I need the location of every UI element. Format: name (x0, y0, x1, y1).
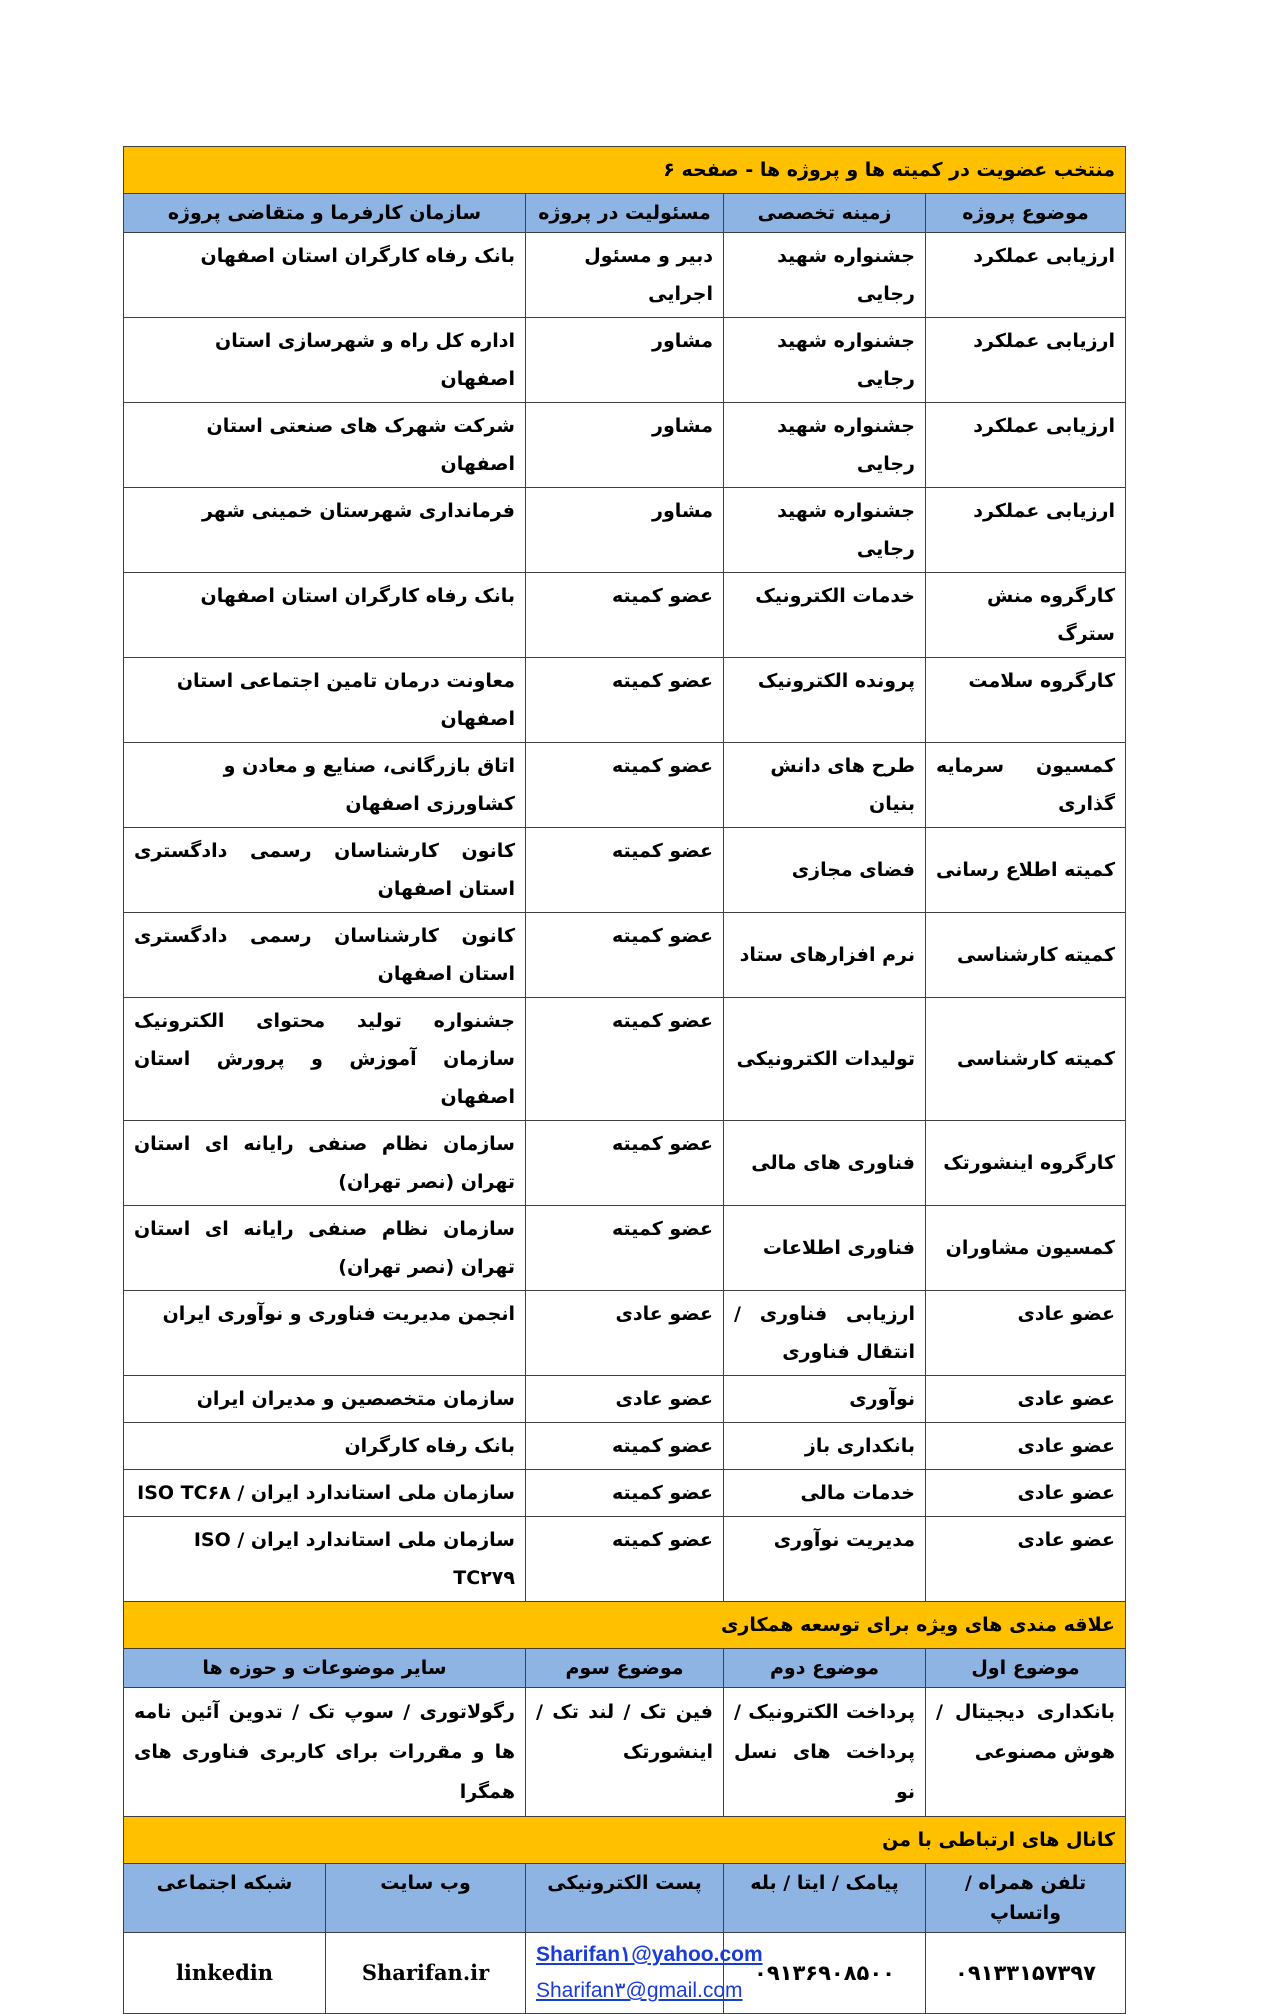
row-role: عضو کمیته (526, 1423, 724, 1470)
row-role: عضو کمیته (526, 1517, 724, 1602)
row-field: تولیدات الکترونیکی (724, 998, 926, 1121)
interest-header-cell: موضوع سوم (526, 1649, 724, 1688)
table-row (123, 403, 1125, 488)
row-subject: عضو عادی (926, 1517, 1126, 1602)
interest-header-cell: موضوع اول (926, 1649, 1126, 1688)
row-org: جشنواره تولید محتوای الکترونیک سازمان آموزش و پرورش استان اصفهان (123, 998, 525, 1121)
row-role: عضو کمیته (526, 828, 724, 913)
table-row (123, 1376, 1125, 1423)
contact-row (123, 1933, 1125, 2014)
social-link[interactable]: linkedin (123, 1933, 325, 2014)
contact-header-cell: تلفن همراه / واتساپ (926, 1864, 1126, 1933)
table-row (123, 743, 1125, 828)
row-subject: ارزیابی عملکرد (926, 403, 1126, 488)
row-org: بانک رفاه کارگران استان اصفهان (123, 233, 525, 318)
row-org: بانک رفاه کارگران استان اصفهان (123, 573, 525, 658)
row-org: فرمانداری شهرستان خمینی شهر (123, 488, 525, 573)
row-org: اداره کل راه و شهرسازی استان اصفهان (123, 318, 525, 403)
table-row (123, 828, 1125, 913)
row-role: عضو عادی (526, 1291, 724, 1376)
row-role: عضو کمیته (526, 913, 724, 998)
row-role: مشاور (526, 318, 724, 403)
section-title-row (123, 1602, 1125, 1649)
row-org: شرکت شهرک های صنعتی استان اصفهان (123, 403, 525, 488)
row-role: عضو عادی (526, 1376, 724, 1423)
contact-header-cell: شبکه اجتماعی (123, 1864, 325, 1933)
row-subject: کمیته کارشناسی (926, 913, 1126, 998)
row-field: پرونده الکترونیک (724, 658, 926, 743)
row-subject: ارزیابی عملکرد (926, 318, 1126, 403)
row-org: سازمان ملی استاندارد ایران / ISO TC۲۷۹ (123, 1517, 525, 1602)
row-subject: ارزیابی عملکرد (926, 233, 1126, 318)
row-field: بانکداری باز (724, 1423, 926, 1470)
phone-number: ۰۹۱۳۳۱۵۷۳۹۷ (926, 1933, 1126, 2014)
row-subject: کمسیون سرمایه گذاری (926, 743, 1126, 828)
row-org: بانک رفاه کارگران (123, 1423, 525, 1470)
table-row (123, 1291, 1125, 1376)
row-role: مشاور (526, 488, 724, 573)
table-row (123, 318, 1125, 403)
contact-header-cell: پست الکترونیکی (526, 1864, 724, 1933)
section2-title: علاقه مندی های ویژه برای توسعه همکاری (123, 1602, 1125, 1649)
interest-cell: پرداخت الکترونیک / پرداخت های نسل نو (724, 1688, 926, 1817)
row-field: نوآوری (724, 1376, 926, 1423)
interest-header-cell: سایر موضوعات و حوزه ها (123, 1649, 525, 1688)
row-subject: عضو عادی (926, 1423, 1126, 1470)
interest-cell: فین تک / لند تک / اینشورتک (526, 1688, 724, 1817)
interest-header-cell: موضوع دوم (724, 1649, 926, 1688)
interest-header (123, 1649, 1125, 1688)
header-org: سازمان کارفرما و متقاضی پروژه (123, 194, 525, 233)
row-subject: ارزیابی عملکرد (926, 488, 1126, 573)
header-field: زمینه تخصصی (724, 194, 926, 233)
row-org: سازمان نظام صنفی رایانه ای استان تهران (نصر تهران) (123, 1121, 525, 1206)
header-subject: موضوع پروژه (926, 194, 1126, 233)
email-link-gmail[interactable]: Sharifan۳@gmail.com (536, 1979, 743, 2002)
row-role: عضو کمیته (526, 573, 724, 658)
row-role: عضو کمیته (526, 1206, 724, 1291)
row-role: عضو کمیته (526, 1121, 724, 1206)
row-field: ارزیابی فناوری / انتقال فناوری (724, 1291, 926, 1376)
row-org: سازمان ملی استاندارد ایران / ISO TC۶۸ (123, 1470, 525, 1517)
interest-row (123, 1688, 1125, 1817)
header-role: مسئولیت در پروژه (526, 194, 724, 233)
interest-cell: بانکداری دیجیتال / هوش مصنوعی (926, 1688, 1126, 1817)
row-subject: عضو عادی (926, 1291, 1126, 1376)
row-field: خدمات الکترونیک (724, 573, 926, 658)
row-subject: عضو عادی (926, 1376, 1126, 1423)
row-field: جشنواره شهید رجایی (724, 233, 926, 318)
row-org: کانون کارشناسان رسمی دادگستری استان اصفهان (123, 913, 525, 998)
contact-header-cell: پیامک / ایتا / بله (724, 1864, 926, 1933)
section-title-row (123, 1817, 1125, 1864)
row-org: کانون کارشناسان رسمی دادگستری استان اصفهان (123, 828, 525, 913)
email-link-yahoo[interactable]: Sharifan۱@yahoo.com (536, 1943, 763, 1966)
row-subject: کارگروه سلامت (926, 658, 1126, 743)
section-title-row (123, 147, 1125, 194)
row-subject: کارگروه اینشورتک (926, 1121, 1126, 1206)
email-cell (526, 1933, 763, 2014)
table-row (123, 1470, 1125, 1517)
row-field: فضای مجازی (724, 828, 926, 913)
row-field: نرم افزارهای ستاد (724, 913, 926, 998)
row-role: عضو کمیته (526, 743, 724, 828)
row-subject: عضو عادی (926, 1470, 1126, 1517)
row-org: سازمان متخصصین و مدیران ایران (123, 1376, 525, 1423)
row-org: سازمان نظام صنفی رایانه ای استان تهران (نصر تهران) (123, 1206, 525, 1291)
row-org: اتاق بازرگانی، صنایع و معادن و کشاورزی اصفهان (123, 743, 525, 828)
row-subject: کمسیون مشاوران (926, 1206, 1126, 1291)
table-row (123, 913, 1125, 998)
table-row (123, 998, 1125, 1121)
table-header (123, 194, 1125, 233)
row-field: جشنواره شهید رجایی (724, 488, 926, 573)
contact-header-cell: وب سایت (326, 1864, 526, 1933)
row-field: جشنواره شهید رجایی (724, 318, 926, 403)
row-field: مدیریت نوآوری (724, 1517, 926, 1602)
section1-title: منتخب عضویت در کمیته ها و پروژه ها - صفحه ۶ (123, 147, 1125, 194)
contact-header (123, 1864, 1125, 1933)
row-role: عضو کمیته (526, 998, 724, 1121)
row-field: فناوری های مالی (724, 1121, 926, 1206)
row-field: خدمات مالی (724, 1470, 926, 1517)
section3-title: کانال های ارتباطی با من (123, 1817, 1125, 1864)
row-role: عضو کمیته (526, 1470, 724, 1517)
row-subject: کارگروه منش سترگ (926, 573, 1126, 658)
table-row (123, 1423, 1125, 1470)
row-role: مشاور (526, 403, 724, 488)
table-row (123, 488, 1125, 573)
row-org: معاونت درمان تامین اجتماعی استان اصفهان (123, 658, 525, 743)
table-row (123, 1517, 1125, 1602)
row-role: دبیر و مسئول اجرایی (526, 233, 724, 318)
table-row (123, 233, 1125, 318)
row-subject: کمیته اطلاع رسانی (926, 828, 1126, 913)
row-subject: کمیته کارشناسی (926, 998, 1126, 1121)
table-row (123, 1121, 1125, 1206)
table-row (123, 1206, 1125, 1291)
row-org: انجمن مدیریت فناوری و نوآوری ایران (123, 1291, 525, 1376)
row-field: فناوری اطلاعات (724, 1206, 926, 1291)
row-field: طرح های دانش بنیان (724, 743, 926, 828)
row-role: عضو کمیته (526, 658, 724, 743)
table-row (123, 658, 1125, 743)
sms-number: ۰۹۱۳۶۹۰۸۵۰۰ (724, 1933, 926, 2014)
table-row (123, 573, 1125, 658)
row-field: جشنواره شهید رجایی (724, 403, 926, 488)
interest-cell: رگولاتوری / سوپ تک / تدوین آئین نامه ها و مقررات برای کاربری فناوری های همگرا (123, 1688, 525, 1817)
resume-page (124, 146, 1126, 2014)
website-link[interactable]: Sharifan.ir (326, 1933, 526, 2014)
membership-table (123, 146, 1126, 2014)
